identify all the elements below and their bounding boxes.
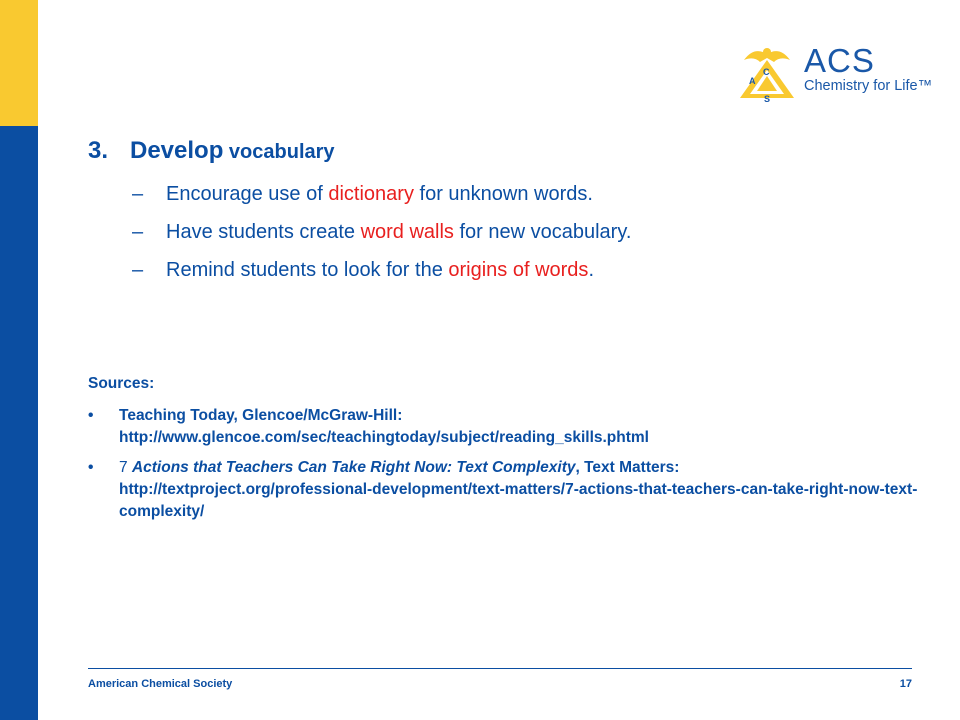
bullet-text: Remind students to look for the [166, 259, 449, 281]
bullet-dash: – [132, 221, 144, 243]
bullet-dash: – [132, 183, 144, 205]
acs-emblem-icon [734, 40, 800, 106]
source-url: http://textproject.org/professional-development/text-matters/7-actions-that-teachers-can-take-right-now-text-complexity/ [119, 481, 918, 520]
title-main: Develop [130, 137, 224, 164]
emblem-letter-s: S [764, 94, 771, 104]
bullet-item [132, 181, 631, 219]
sidebar-accent [0, 0, 38, 126]
title-number: 3. [88, 137, 109, 164]
source-suffix: , Text Matters: [575, 459, 680, 476]
logo-tagline: Chemistry for Life™ [804, 78, 933, 94]
title-rest: vocabulary [223, 141, 335, 163]
bullet-highlight: origins of words [448, 259, 589, 281]
bullet-dash: – [132, 259, 144, 281]
bullet-list [132, 181, 631, 295]
source-url: http://www.glencoe.com/sec/teachingtoday/subject/reading_skills.phtml [119, 429, 649, 446]
bullet-text: for unknown words. [413, 183, 593, 205]
bullet-text: for new vocabulary. [453, 221, 632, 243]
footer-organization: American Chemical Society [88, 678, 233, 690]
source-bullet: • [88, 459, 94, 476]
sources-section [88, 375, 918, 531]
page-number: 17 [899, 678, 912, 690]
bullet-highlight: dictionary [328, 183, 414, 205]
source-title [119, 457, 918, 479]
source-item [88, 457, 918, 523]
source-italic-title: Actions that Teachers Can Take Right Now: Text Complexity [131, 459, 576, 476]
emblem-letter-c: C [763, 67, 770, 77]
source-item [88, 405, 918, 449]
sources-heading: Sources: [88, 375, 155, 392]
logo-acs-text: ACS [804, 42, 875, 79]
source-prefix: 7 [119, 459, 132, 476]
bullet-text: Have students create [166, 221, 361, 243]
source-bullet: • [88, 407, 94, 424]
bullet-text: Encourage use of [166, 183, 329, 205]
source-title: Teaching Today, Glencoe/McGraw-Hill: [119, 407, 403, 424]
bullet-item [132, 257, 631, 295]
emblem-letter-a: A [749, 76, 756, 86]
acs-logo [734, 40, 933, 106]
bullet-item [132, 219, 631, 257]
bullet-text: . [588, 259, 594, 281]
footer-divider [88, 668, 912, 669]
slide-title [88, 137, 335, 165]
bullet-highlight: word walls [360, 221, 454, 243]
